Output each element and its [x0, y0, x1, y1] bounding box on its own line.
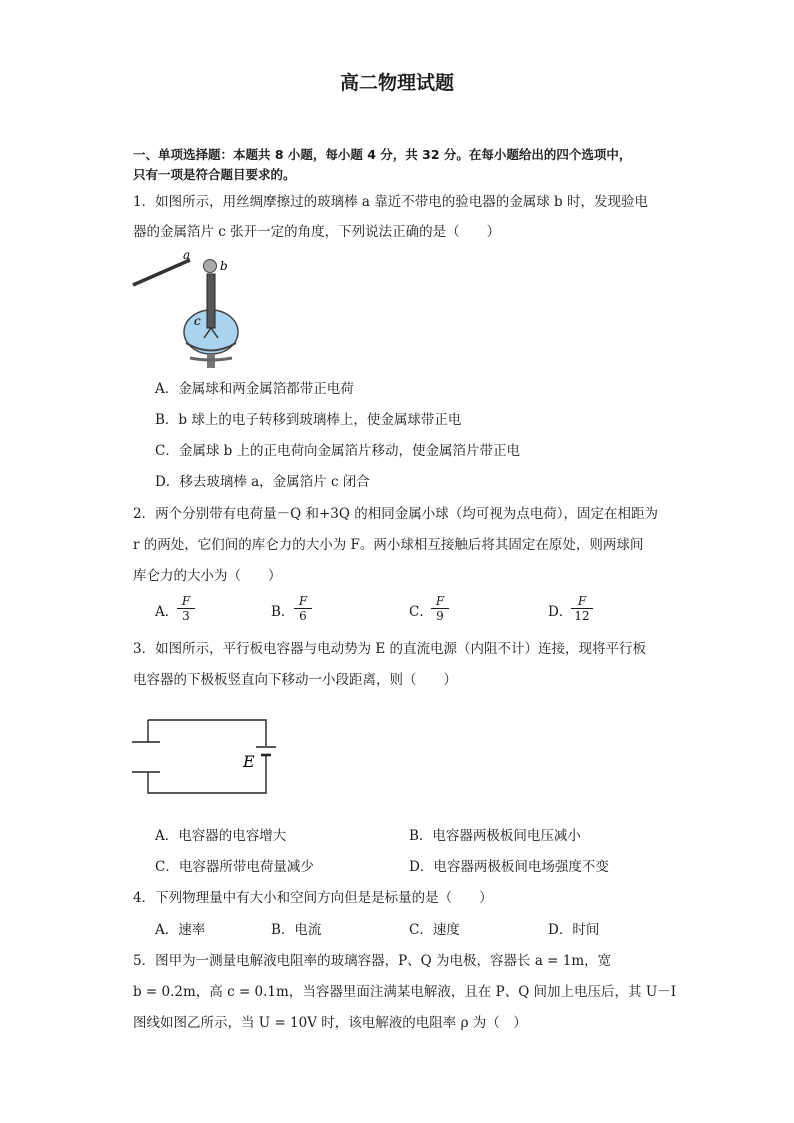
q1-option-c[interactable]: C．金属球 b 上的正电荷向金属箔片移动，使金属箔片带正电 [155, 443, 521, 459]
q2-stem-line-1: 2．两个分别带有电荷量－Q 和+3Q 的相同金属小球（均可视为点电荷），固定在相距为 [133, 506, 658, 522]
q2-option-d[interactable] [548, 603, 572, 621]
electroscope-figure [128, 250, 248, 370]
label-a: a [183, 250, 191, 262]
q5-stem-line-2: b = 0.2m，高 c = 0.1m，当容器里面注满某电解液，且在 P、Q 间加上电压后，其 U－I [133, 984, 677, 1000]
label-b: b [220, 259, 228, 273]
capacitor-circuit-figure [128, 712, 288, 802]
q5-stem-line-1: 5．图甲为一测量电解液电阻率的玻璃容器，P、Q 为电极，容器长 a = 1m，宽 [133, 953, 612, 969]
q2-option-a[interactable] [155, 603, 178, 621]
q3-option-b[interactable]: B．电容器两极板间电压减小 [409, 828, 581, 844]
q3-stem-line-1: 3．如图所示，平行板电容器与电动势为 E 的直流电源（内阻不计）连接，现将平行板 [133, 641, 647, 657]
q2-stem-line-2: r 的两处，它们间的库仑力的大小为 F。两小球相互接触后将其固定在原处，则两球间 [133, 537, 644, 553]
q3-stem-line-2: 电容器的下极板竖直向下移动一小段距离，则（ ） [133, 672, 457, 688]
fraction-denominator: 6 [299, 609, 307, 623]
page-title: 高二物理试题 [339, 72, 454, 94]
q2-stem-line-3: 库仑力的大小为（ ） [133, 568, 282, 584]
q2-option-b-letter: B． [271, 604, 295, 620]
q4-stem-line-1: 4．下列物理量中有大小和空间方向但是是标量的是（ ） [133, 890, 493, 906]
q2-option-b-fraction [294, 594, 312, 623]
label-E: E [243, 752, 255, 771]
q2-option-d-fraction [571, 594, 593, 623]
q4-option-d[interactable]: D．时间 [548, 922, 600, 938]
q4-option-c[interactable]: C．速度 [409, 922, 460, 938]
q2-option-c-fraction [431, 594, 449, 623]
label-c: c [194, 314, 201, 328]
q2-option-a-fraction [177, 594, 195, 623]
fraction-numerator: F [294, 594, 312, 609]
q3-option-a[interactable]: A．电容器的电容增大 [155, 828, 287, 844]
fraction-numerator: F [177, 594, 195, 609]
q1-option-d[interactable]: D．移去玻璃棒 a，金属箔片 c 闭合 [155, 474, 370, 490]
q2-option-d-letter: D． [548, 604, 573, 620]
q1-stem-line-2: 器的金属箔片 c 张开一定的角度，下列说法正确的是（ ） [133, 224, 501, 240]
q3-option-c[interactable]: C．电容器所带电荷量减少 [155, 859, 314, 875]
section-heading-line-2: 只有一项是符合题目要求的。 [133, 167, 296, 182]
q1-option-a[interactable]: A．金属球和两金属箔都带正电荷 [155, 381, 354, 397]
q1-option-b[interactable]: B．b 球上的电子转移到玻璃棒上，使金属球带正电 [155, 412, 462, 428]
fraction-denominator: 3 [182, 609, 190, 623]
fraction-numerator: F [431, 594, 449, 609]
fraction-denominator: 12 [574, 609, 590, 623]
metal-rod [207, 274, 215, 328]
q4-option-b[interactable]: B．电流 [271, 922, 322, 938]
section-heading-line-1: 一、单项选择题：本题共 8 小题，每小题 4 分，共 32 分。在每小题给出的四个选项中， [133, 147, 632, 162]
q5-stem-line-3: 图线如图乙所示，当 U = 10V 时，该电解液的电阻率 ρ 为（ ） [133, 1015, 527, 1031]
metal-ball [204, 260, 217, 273]
q1-stem-line-1: 1．如图所示，用丝绸摩擦过的玻璃棒 a 靠近不带电的验电器的金属球 b 时，发现验电 [133, 194, 648, 210]
q3-option-d[interactable]: D．电容器两极板间电场强度不变 [409, 859, 609, 875]
q2-option-c[interactable] [409, 603, 433, 621]
glass-rod [133, 260, 190, 285]
q2-option-b[interactable] [271, 603, 294, 621]
q2-option-c-letter: C． [409, 604, 433, 620]
q4-option-a[interactable]: A．速率 [155, 922, 206, 938]
fraction-denominator: 9 [436, 609, 444, 623]
q2-option-a-letter: A． [155, 604, 179, 620]
fraction-numerator: F [571, 594, 593, 609]
wire-top [148, 720, 266, 746]
